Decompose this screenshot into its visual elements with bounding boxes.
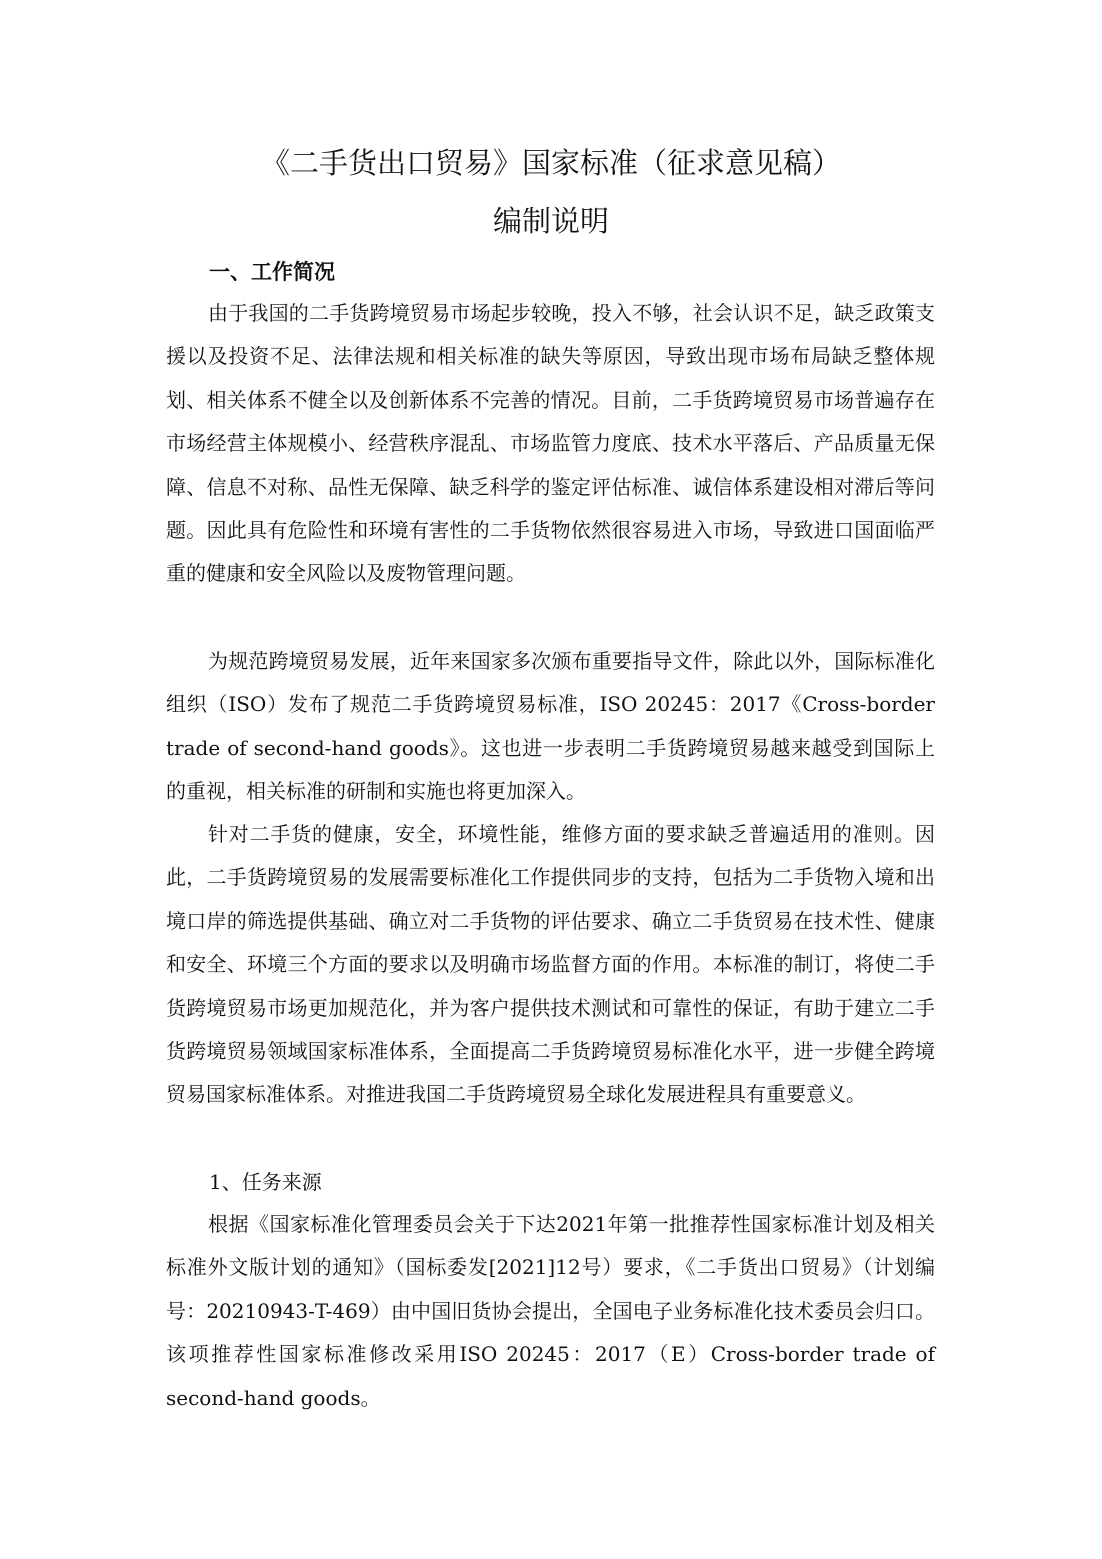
paragraph-task-source: 根据《国家标准化管理委员会关于下达2021年第一批推荐性国家标准计划及相关标准外文版计划的通知》（国标委发[2021]12号）要求，《二手货出口贸易》（计划编号：20210943-T-469）由中国旧货协会提出，全国电子业务标准化技术委员会归口。该项推荐性国家标准修改采用ISO 20245：2017（E）Cross-border trade of second-hand goods。 bbox=[166, 1212, 935, 1410]
subheading-task-source: 1、任务来源 bbox=[209, 1170, 322, 1194]
section-heading-work-overview: 一、工作简况 bbox=[209, 260, 335, 284]
paragraph-standardization-need: 针对二手货的健康，安全，环境性能，维修方面的要求缺乏普遍适用的准则。因此，二手货跨境贸易的发展需要标准化工作提供同步的支持，包括为二手货物入境和出境口岸的筛选提供基础、确立对二手货物的评估要求、确立二手货贸易在技术性、健康和安全、环境三个方面的要求以及明确市场监督方面的作用。本标准的制订，将使二手货跨境贸易市场更加规范化，并为客户提供技术测试和可靠性的保证，有助于建立二手货跨境贸易领域国家标准体系，全面提高二手货跨境贸易标准化水平，进一步健全跨境贸易国家标准体系。对推进我国二手货跨境贸易全球化发展进程具有重要意义。 bbox=[166, 822, 935, 1107]
document-title: 《二手货出口贸易》国家标准（征求意见稿） bbox=[260, 146, 841, 180]
document-subtitle: 编制说明 bbox=[492, 204, 609, 238]
paragraph-iso-standard: 为规范跨境贸易发展，近年来国家多次颁布重要指导文件，除此以外，国际标准化组织（ISO）发布了规范二手货跨境贸易标准，ISO 20245：2017《Cross-border trade of second-hand goods》。这也进一步表明二手货跨境贸易越来越受到国际上的重视，相关标准的研制和实施也将更加深入。 bbox=[166, 649, 935, 804]
paragraph-market-background: 由于我国的二手货跨境贸易市场起步较晚，投入不够，社会认识不足，缺乏政策支援以及投资不足、法律法规和相关标准的缺失等原因，导致出现市场布局缺乏整体规划、相关体系不健全以及创新体系不完善的情况。目前，二手货跨境贸易市场普遍存在市场经营主体规模小、经营秩序混乱、市场监管力度底、技术水平落后、产品质量无保障、信息不对称、品性无保障、缺乏科学的鉴定评估标准、诚信体系建设相对滞后等问题。因此具有危险性和环境有害性的二手货物依然很容易进入市场，导致进口国面临严重的健康和安全风险以及废物管理问题。 bbox=[166, 301, 935, 586]
